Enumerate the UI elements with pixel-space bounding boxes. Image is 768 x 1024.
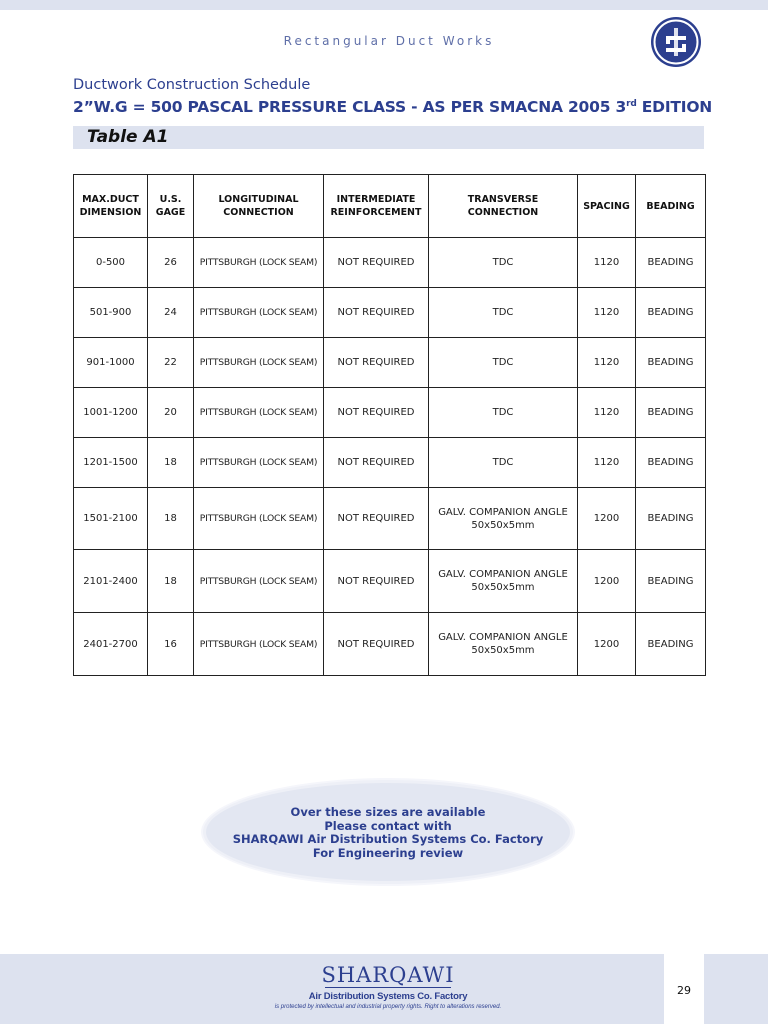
cell-transverse-connection	[429, 388, 578, 438]
cell-spacing: 1200	[578, 550, 636, 613]
cell-intermediate-reinforcement: NOT REQUIRED	[324, 438, 429, 488]
cell-dimension: 1201-1500	[74, 438, 148, 488]
notice-line: For Engineering review	[312, 845, 464, 860]
cell-gage: 18	[148, 550, 194, 613]
cell-transverse-connection	[429, 238, 578, 288]
cell-dimension: 901-1000	[74, 338, 148, 388]
construction-schedule-table	[73, 174, 706, 676]
transverse-line-1: TDC	[492, 407, 514, 418]
cell-dimension: 1001-1200	[74, 388, 148, 438]
cell-beading: BEADING	[636, 613, 706, 676]
header-max-duct-dimension: MAX.DUCT DIMENSION	[74, 175, 148, 238]
table-row	[74, 438, 706, 488]
cell-gage: 20	[148, 388, 194, 438]
table-row	[74, 338, 706, 388]
table-header-row	[74, 175, 706, 238]
cell-dimension: 1501-2100	[74, 488, 148, 550]
heading-main: 2”W.G = 500 PASCAL PRESSURE CLASS - AS PER SMACNA 2005 3	[73, 98, 627, 116]
heading-end: EDITION	[636, 98, 713, 116]
cell-longitudinal-connection: PITTSBURGH (LOCK SEAM)	[194, 438, 324, 488]
cell-spacing: 1120	[578, 238, 636, 288]
table-label: Table A1	[87, 127, 169, 147]
cell-transverse-connection	[429, 438, 578, 488]
cell-spacing: 1120	[578, 338, 636, 388]
header-spacing: SPACING	[578, 175, 636, 238]
cell-spacing: 1120	[578, 388, 636, 438]
cell-intermediate-reinforcement: NOT REQUIRED	[324, 288, 429, 338]
cell-beading: BEADING	[636, 338, 706, 388]
cell-longitudinal-connection: PITTSBURGH (LOCK SEAM)	[194, 613, 324, 676]
cell-gage: 26	[148, 238, 194, 288]
cell-dimension: 2101-2400	[74, 550, 148, 613]
header-longitudinal-connection: LONGITUDINAL CONNECTION	[194, 175, 324, 238]
cell-intermediate-reinforcement: NOT REQUIRED	[324, 388, 429, 438]
table-label-bar	[73, 126, 704, 149]
cell-longitudinal-connection: PITTSBURGH (LOCK SEAM)	[194, 488, 324, 550]
cell-intermediate-reinforcement: NOT REQUIRED	[324, 488, 429, 550]
cell-spacing: 1120	[578, 438, 636, 488]
cell-dimension: 2401-2700	[74, 613, 148, 676]
top-band	[0, 0, 768, 10]
cell-longitudinal-connection: PITTSBURGH (LOCK SEAM)	[194, 238, 324, 288]
cell-intermediate-reinforcement: NOT REQUIRED	[324, 550, 429, 613]
notice-line: Please contact with	[324, 818, 452, 833]
transverse-line-1: TDC	[492, 307, 514, 318]
cell-beading: BEADING	[636, 238, 706, 288]
cell-transverse-connection	[429, 338, 578, 388]
cell-spacing: 1120	[578, 288, 636, 338]
running-header: Rectangular Duct Works	[283, 34, 495, 48]
notice-line: SHARQAWI Air Distribution Systems Co. Factory	[232, 832, 544, 846]
cell-gage: 18	[148, 488, 194, 550]
table-row	[74, 238, 706, 288]
cell-beading: BEADING	[636, 388, 706, 438]
legal-notice: is protected by intellectual and industrial property rights. Right to alterations reserved.	[274, 1004, 502, 1010]
transverse-line-2: 50x50x5mm	[471, 582, 535, 593]
cell-longitudinal-connection: PITTSBURGH (LOCK SEAM)	[194, 338, 324, 388]
cell-gage: 16	[148, 613, 194, 676]
cell-beading: BEADING	[636, 550, 706, 613]
brand-logo-wordmark: SHARQAWI	[321, 963, 455, 987]
cell-beading: BEADING	[636, 438, 706, 488]
heading-superscript: rd	[626, 99, 637, 109]
header-intermediate-reinforcement: INTERMEDIATE REINFORCEMENT	[324, 175, 429, 238]
document-heading	[73, 98, 712, 116]
document-subtitle: Ductwork Construction Schedule	[73, 77, 311, 93]
cell-intermediate-reinforcement: NOT REQUIRED	[324, 613, 429, 676]
header-us-gage: U.S. GAGE	[148, 175, 194, 238]
engineering-review-notice	[206, 806, 570, 860]
notice-line: Over these sizes are available	[290, 805, 486, 819]
company-logo-icon	[650, 16, 702, 68]
cell-spacing: 1200	[578, 488, 636, 550]
cell-spacing: 1200	[578, 613, 636, 676]
transverse-line-1: GALV. COMPANION ANGLE	[438, 632, 568, 643]
transverse-line-1: TDC	[492, 457, 514, 468]
brand-underline	[325, 987, 451, 988]
cell-transverse-connection	[429, 550, 578, 613]
table-row	[74, 550, 706, 613]
table-row	[74, 288, 706, 338]
cell-transverse-connection	[429, 488, 578, 550]
header-transverse-connection: TRANSVERSE CONNECTION	[429, 175, 578, 238]
cell-gage: 22	[148, 338, 194, 388]
brand-subtitle: Air Distribution Systems Co. Factory	[308, 991, 468, 1002]
cell-transverse-connection	[429, 288, 578, 338]
cell-longitudinal-connection: PITTSBURGH (LOCK SEAM)	[194, 388, 324, 438]
cell-transverse-connection	[429, 613, 578, 676]
transverse-line-1: TDC	[492, 257, 514, 268]
cell-beading: BEADING	[636, 288, 706, 338]
cell-longitudinal-connection: PITTSBURGH (LOCK SEAM)	[194, 288, 324, 338]
table-row	[74, 613, 706, 676]
cell-longitudinal-connection: PITTSBURGH (LOCK SEAM)	[194, 550, 324, 613]
table-row	[74, 488, 706, 550]
cell-dimension: 0-500	[74, 238, 148, 288]
transverse-line-2: 50x50x5mm	[471, 645, 535, 656]
cell-beading: BEADING	[636, 488, 706, 550]
header-beading: BEADING	[636, 175, 706, 238]
page-number: 29	[677, 984, 691, 997]
transverse-line-1: GALV. COMPANION ANGLE	[438, 506, 568, 518]
transverse-line-1: TDC	[492, 357, 514, 368]
cell-intermediate-reinforcement: NOT REQUIRED	[324, 238, 429, 288]
cell-gage: 24	[148, 288, 194, 338]
cell-dimension: 501-900	[74, 288, 148, 338]
transverse-line-2: 50x50x5mm	[471, 519, 535, 531]
table-body	[74, 238, 706, 676]
transverse-line-1: GALV. COMPANION ANGLE	[438, 569, 568, 580]
table-row	[74, 388, 706, 438]
cell-gage: 18	[148, 438, 194, 488]
cell-intermediate-reinforcement: NOT REQUIRED	[324, 338, 429, 388]
